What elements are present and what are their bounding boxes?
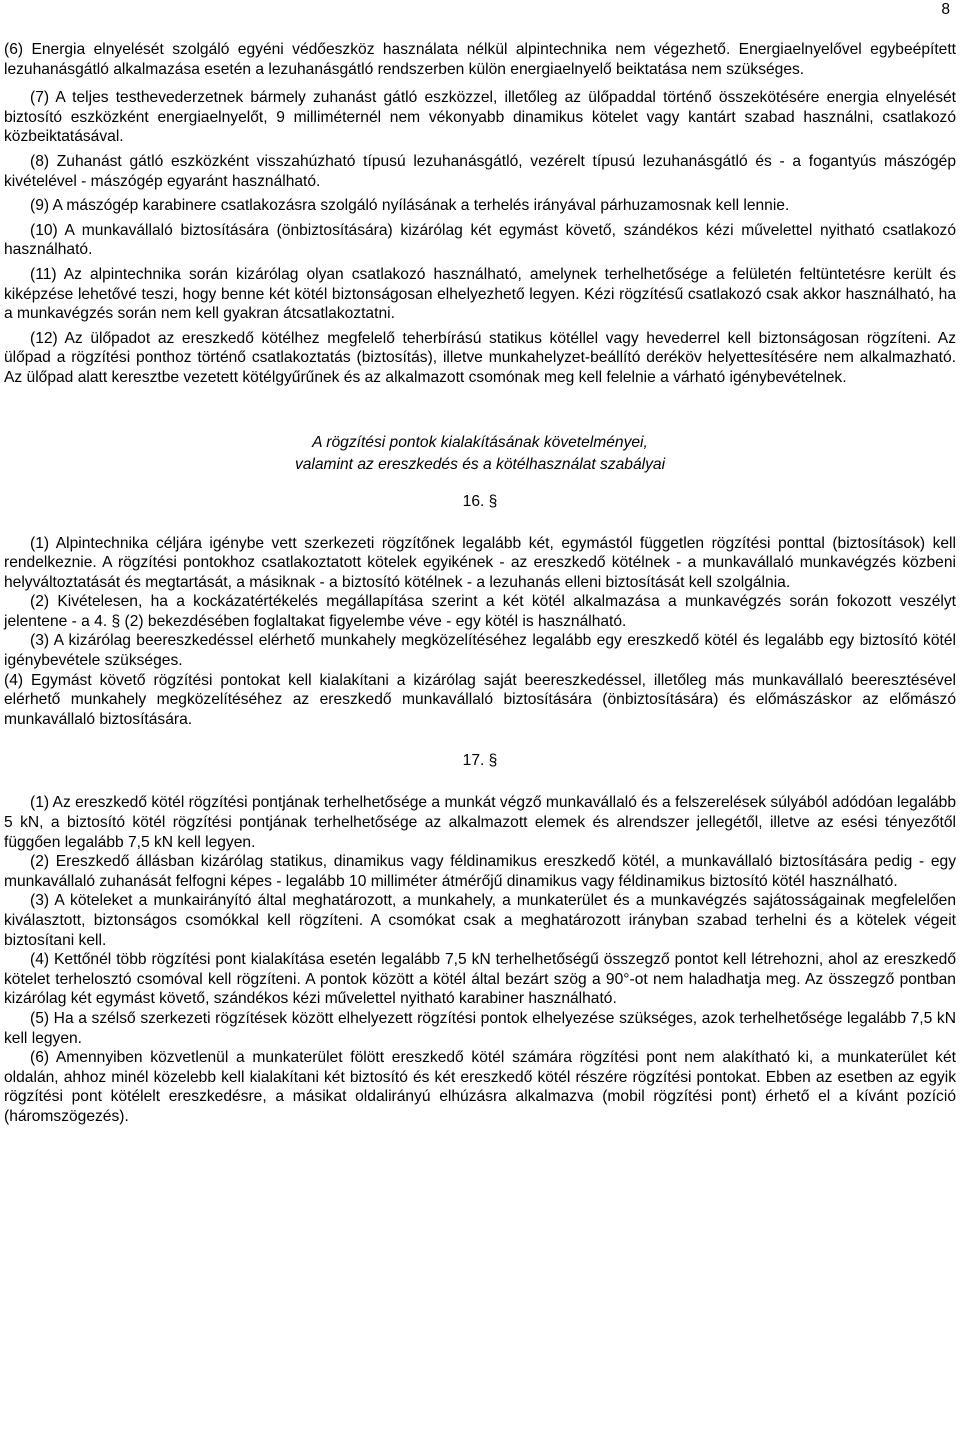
paragraph-9: (9) A mászógép karabinere csatlakozásra szolgáló nyílásának a terhelés irányával párhuzamosnak kell lennie. xyxy=(30,197,790,215)
s16-paragraph-1: (1) Alpintechnika céljára igénybe vett szerkezeti rögzítőnek legalább két, egymástól független rögzítési ponttal (biztosítások) kell rendelkeznie. A rögzítési pontokhoz csatlakoztatott kötelek egyikének - az ereszkedő kötélnek - a munkavállaló munkavégzés közbeni helyváltoztatását és megtartását, a másiknak - a biztosító kötélnek - a lezuhanás elleni biztosítását kell szolgálnia. xyxy=(4,534,956,591)
page-number: 8 xyxy=(941,1,950,18)
paragraph-10: (10) A munkavállaló biztosítására (önbiztosítására) kizárólag két egymást követő, szándékos kézi művelettel nyitható csatlakozó használható. xyxy=(4,221,956,259)
s17-paragraph-1: (1) Az ereszkedő kötél rögzítési pontjának terhelhetősége a munkát végző munkavállaló és a felszerelések súlyából adódóan legalább 5 kN, a biztosító kötél rögzítési pontjának terhelhetősége az alkalmazott elemek és alrendszer jellegétől, illetve az esési tényezőtől függően legalább 7,5 kN kell legyen. xyxy=(4,794,956,851)
section-spacer xyxy=(4,388,956,432)
paragraph-7: (7) A teljes testhevederzetnek bármely zuhanást gátló eszközzel, illetőleg az ülőpaddal történő összekötésére energia elnyelését biztosító eszközként energiaelnyelőt, 9 milliméternél nem vékonyabb dinamikus kötelet vagy kantárt szabad használni, csatlakozó közbeiktatásával. xyxy=(4,89,956,146)
s17-paragraph-6: (6) Amennyiben közvetlenül a munkaterület fölött ereszkedő kötél számára rögzítési pont nem alakítható ki, a munkaterület két oldalán, ahhoz minél közelebb kell kialakítani két biztosító és két ereszkedő kötél részére rögzítési pontokat. Ebben az esetben az egyik rögzítési pont kötélelt ereszkedésre, a másikat oldalirányú elhúzásra alkalmazva (mobil rögzítési pont) érhető el a kívánt pozíció (háromszögezés). xyxy=(4,1049,956,1125)
paragraph-6: (6) Energia elnyelését szolgáló egyéni védőeszköz használata nélkül alpintechnika nem végezhető. Energiaelnyelővel egybeépített lezuhanásgátló alkalmazása esetén a lezuhanásgátló rendszerben külön energiaelnyelő beiktatása nem szükséges. xyxy=(4,41,956,78)
s16-paragraph-4: (4) Egymást követő rögzítési pontokat kell kialakítani a kizárólag saját beereszkedéssel, illetőleg más munkavállaló beeresztésével elérhető munkahely megközelítéséhez az ereszkedő munkavállaló biztosítására (önbiztosítására) és előmászáskor az előmászó munkavállaló biztosítására. xyxy=(4,671,956,728)
s17-paragraph-4: (4) Kettőnél több rögzítési pont kialakítása esetén legalább 7,5 kN terhelhetőségű összegző pontot kell létrehozni, ahol az ereszkedő kötelet terhelosztó csomóval kell rögzíteni. A pontok között a kötél által bezárt szög a 90°-ot nem haladhatja meg. Az összegző pontban kizárólag két egymást követő, szándékos kézi művelettel nyitható karabiner használható. xyxy=(4,951,956,1008)
section-16-number: 16. § xyxy=(462,492,498,510)
s16-paragraph-3: (3) A kizárólag beereszkedéssel elérhető munkahely megközelítéséhez legalább egy ereszkedő kötél és legalább egy biztosító kötél igénybevétele szükséges. xyxy=(4,632,956,670)
s17-paragraph-5: (5) Ha a szélső szerkezeti rögzítések között elhelyezett rögzítési pontok elhelyezése szükséges, azok terhelhetősége legalább 7,5 kN kell legyen. xyxy=(4,1009,956,1047)
top-spacer xyxy=(4,0,956,40)
s16-paragraph-2: (2) Kivételesen, ha a kockázatértékelés megállapítása szerint a két kötél alkalmazása a munkavégzés során fokozott veszélyt jelentene - a 4. § (2) bekezdésében foglaltakat figyelembe véve - egy kötél is használható. xyxy=(4,593,956,630)
s17-paragraph-3: (3) A köteleket a munkairányító által meghatározott, a munkahely, a munkaterület és a munkavégzés sajátosságainak megfelelően kiválasztott, biztonságos csomókkal kell rögzíteni. A csomókat csak a meghatározott irányban szabad terhelni és a kötelek végeit biztosítani kell. xyxy=(4,892,956,949)
section-17-number: 17. § xyxy=(462,752,498,770)
paragraph-11: (11) Az alpintechnika során kizárólag olyan csatlakozó használható, amelynek terhelhetősége a felületén feltüntetésre került és kiképzése lehetővé teszi, hogy benne két kötél biztonságosan elhelyezhető legyen. Kézi rögzítésű csatlakozó csak akkor használható, ha a munkavégzés során nem kell gyakran átcsatlakoztatni. xyxy=(4,265,956,323)
section-heading-line-1: A rögzítési pontok kialakításának követelményei, xyxy=(312,433,648,451)
paragraph-8: (8) Zuhanást gátló eszközként visszahúzható típusú lezuhanásgátló, vezérelt típusú lezuhanásgátló és - a fogantyús mászógép kivételével - mászógép egyaránt használható. xyxy=(4,152,956,190)
section-heading-line-2: valamint az ereszkedés és a kötélhasználat szabályai xyxy=(294,455,666,473)
s17-paragraph-2: (2) Ereszkedő állásban kizárólag statikus, dinamikus vagy féldinamikus ereszkedő kötél, a munkavállaló biztosítására pedig - egy munkavállaló zuhanását felfogni képes - legalább 10 milliméter átmérőjű dinamikus vagy féldinamikus biztosító kötél használható. xyxy=(4,853,956,890)
paragraph-12: (12) Az ülőpadot az ereszkedő kötélhez megfelelő teherbírású statikus kötéllel vagy hevederrel kell biztonságosan rögzíteni. Az ülőpad a rögzítési ponthoz történő csatlakoztatás (biztosítás), illetve munkahelyzet-beállító deréköv helyettesítésére nem alkalmazható. Az ülőpad alatt keresztbe vezetett kötélgyűrűnek és az alkalmazott csomónak meg kell felelnie a várható igénybevételnek. xyxy=(4,329,956,386)
document-page xyxy=(4,0,956,1127)
